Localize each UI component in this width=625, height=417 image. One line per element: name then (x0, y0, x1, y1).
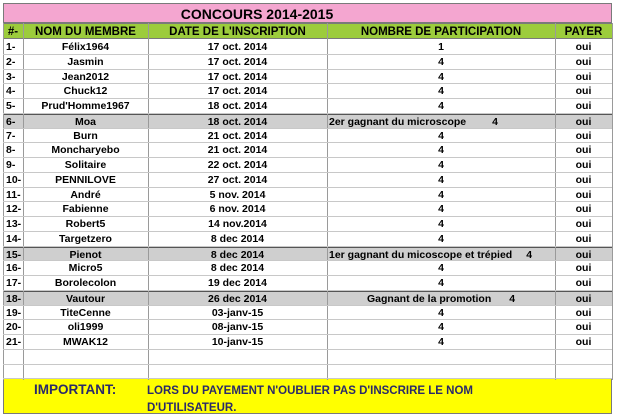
registration-date[interactable]: 18 oct. 2014 (207, 100, 268, 112)
table-row (3, 217, 612, 232)
row-number[interactable]: 12- (6, 203, 22, 216)
registration-date[interactable]: 17 oct. 2014 (207, 85, 268, 98)
participation-count[interactable]: 4 (438, 232, 444, 245)
participation-count[interactable]: 4 (438, 129, 444, 142)
payment-status[interactable]: oui (575, 321, 592, 334)
member-name[interactable]: Solitaire (64, 159, 107, 171)
header-num[interactable]: #- (7, 26, 19, 38)
payment-status[interactable]: oui (575, 292, 592, 305)
payment-status[interactable]: oui (575, 218, 592, 230)
participation-count[interactable]: 4 (438, 85, 444, 98)
grid-line (3, 187, 612, 188)
row-number[interactable]: 17- (6, 277, 22, 289)
table-row (3, 84, 612, 99)
grid-line (3, 305, 612, 306)
grid-line (3, 246, 612, 247)
row-number[interactable]: 6- (6, 115, 16, 128)
participation-value: 4 (509, 292, 516, 305)
header-row (3, 23, 612, 39)
registration-date[interactable]: 8 dec 2014 (210, 232, 265, 245)
payment-status[interactable]: oui (575, 262, 592, 275)
member-name[interactable]: MWAK12 (63, 336, 108, 348)
important-text[interactable]: LORS DU PAYEMENT N'OUBLIER PAS D'INSCRIRE LE NOM D'UTILISATEUR. (147, 385, 474, 414)
member-name[interactable]: Borolecolon (54, 277, 117, 289)
row-number[interactable]: 11- (6, 188, 21, 201)
member-name[interactable]: Félix1964 (61, 41, 110, 53)
member-name[interactable]: oli1999 (67, 321, 104, 334)
table-row (3, 99, 612, 114)
table-row (3, 173, 612, 188)
table-row (3, 129, 612, 144)
table-row (3, 247, 612, 262)
participation-count[interactable]: 4 (438, 55, 444, 68)
table-row (3, 276, 612, 291)
participation-count[interactable]: 4 (438, 218, 444, 230)
grid-line (3, 157, 612, 158)
grid-line (3, 54, 612, 55)
payment-status[interactable]: oui (575, 277, 592, 289)
registration-date[interactable]: 26 dec 2014 (208, 292, 267, 305)
registration-date[interactable]: 5 nov. 2014 (209, 188, 266, 201)
payment-status[interactable]: oui (575, 129, 592, 142)
member-name[interactable]: Prud'Homme1967 (41, 100, 130, 112)
row-number[interactable]: 18- (6, 292, 22, 305)
important-label[interactable]: IMPORTANT: (34, 382, 117, 397)
participation-value: 4 (526, 248, 533, 261)
row-number[interactable]: 3- (6, 70, 16, 83)
member-name[interactable]: Moa (75, 115, 96, 128)
member-name[interactable]: Pienot (69, 248, 102, 261)
table-row (3, 114, 612, 129)
member-name[interactable]: Moncharyebo (51, 144, 120, 157)
payment-status[interactable]: oui (575, 336, 592, 348)
grid-line (3, 201, 612, 202)
registration-date[interactable]: 8 dec 2014 (210, 248, 265, 261)
participation-count[interactable]: 4 (438, 100, 444, 112)
row-number[interactable]: 15- (6, 248, 22, 261)
registration-date[interactable]: 10-janv-15 (211, 336, 264, 348)
row-number[interactable]: 14- (6, 232, 22, 245)
row-number[interactable]: 10- (6, 173, 22, 186)
member-name[interactable]: Jean2012 (61, 70, 110, 83)
payment-status[interactable]: oui (575, 188, 592, 201)
payment-status[interactable]: oui (575, 159, 592, 171)
footer-notice (3, 378, 612, 414)
member-name[interactable]: André (70, 188, 101, 201)
participation-count[interactable]: 1 (438, 41, 444, 53)
registration-date[interactable]: 17 oct. 2014 (207, 41, 268, 53)
registration-date[interactable]: 14 nov.2014 (208, 218, 267, 230)
grid-line (3, 378, 612, 379)
payment-status[interactable]: oui (575, 41, 592, 53)
grid-line (3, 290, 612, 291)
participation-value: 4 (492, 115, 498, 128)
row-number[interactable]: 9- (6, 159, 16, 171)
grid-line (3, 113, 612, 114)
table-row (3, 320, 612, 335)
registration-date[interactable]: 19 dec 2014 (208, 277, 267, 289)
row-number[interactable]: 13- (6, 218, 22, 230)
grid-line (3, 349, 612, 350)
grid-line (3, 69, 612, 70)
registration-date[interactable]: 22 oct. 2014 (207, 159, 268, 171)
row-number[interactable]: 8- (6, 144, 16, 157)
sheet-title[interactable]: CONCOURS 2014-2015 (180, 6, 334, 22)
participation-count[interactable]: 4 (438, 262, 444, 275)
table-row (3, 40, 612, 55)
row-number[interactable]: 4- (6, 85, 16, 98)
registration-date[interactable]: 17 oct. 2014 (207, 55, 268, 68)
row-number[interactable]: 2- (6, 55, 16, 68)
grid-line (3, 319, 612, 320)
participation-count[interactable]: 4 (438, 70, 444, 83)
member-name[interactable]: PENNILOVE (55, 173, 116, 186)
table-row (3, 158, 612, 173)
grid-line (3, 231, 612, 232)
row-number[interactable]: 1- (6, 41, 16, 53)
member-name[interactable]: Fabienne (62, 203, 109, 216)
registration-date[interactable]: 21 oct. 2014 (207, 129, 268, 142)
registration-date[interactable]: 08-janv-15 (211, 321, 264, 334)
grid-line (3, 128, 612, 129)
grid-line (612, 23, 613, 380)
participation-count[interactable]: 4 (438, 336, 444, 348)
registration-date[interactable]: 27 oct. 2014 (207, 173, 268, 186)
table-row (3, 306, 612, 321)
participation-count[interactable]: 4 (438, 173, 444, 186)
payment-status[interactable]: oui (575, 306, 592, 319)
table-row (3, 261, 612, 276)
payment-status[interactable]: oui (575, 144, 592, 157)
winner-note: 2er gagnant du microscope (329, 115, 467, 128)
participation-count[interactable]: 4 (438, 277, 444, 289)
header-date[interactable]: DATE DE L'INSCRIPTION (169, 26, 306, 38)
member-name[interactable]: Vautour (65, 292, 106, 305)
payment-status[interactable]: oui (575, 232, 592, 245)
grid-line (3, 260, 612, 261)
table-row (3, 202, 612, 217)
registration-date[interactable]: 8 dec 2014 (210, 262, 265, 275)
table-row (3, 232, 612, 247)
member-name[interactable]: Micro5 (68, 262, 103, 275)
table-row (3, 143, 612, 158)
row-number[interactable]: 16- (6, 262, 22, 275)
registration-date[interactable]: 18 oct. 2014 (207, 115, 268, 128)
title-band (3, 3, 612, 23)
registration-date[interactable]: 21 oct. 2014 (207, 144, 268, 157)
row-number[interactable]: 21- (6, 336, 22, 348)
grid-line (3, 275, 612, 276)
row-number[interactable]: 7- (6, 129, 16, 142)
grid-line (3, 364, 612, 365)
payment-status[interactable]: oui (575, 173, 592, 186)
payment-status[interactable]: oui (575, 85, 592, 98)
payment-status[interactable]: oui (575, 70, 592, 83)
header-pay[interactable]: PAYER (564, 26, 603, 38)
row-number[interactable]: 20- (6, 321, 22, 334)
participation-count[interactable]: 4 (438, 188, 444, 201)
winner-note: 1er gagnant du micoscope et trépied (329, 248, 513, 261)
grid-line (3, 83, 612, 84)
participation-count[interactable]: 4 (438, 159, 444, 171)
registration-date[interactable]: 17 oct. 2014 (207, 70, 268, 83)
member-name[interactable]: TiteCenne (60, 306, 111, 319)
table-row (3, 70, 612, 85)
header-member[interactable]: NOM DU MEMBRE (35, 26, 136, 38)
table-row (3, 55, 612, 70)
participation-count[interactable]: 4 (438, 144, 444, 157)
member-name[interactable]: Chuck12 (63, 85, 108, 98)
table-row (3, 188, 612, 203)
grid-line (3, 142, 612, 143)
participation-count[interactable]: 4 (438, 306, 444, 319)
participation-count[interactable]: 4 (438, 321, 444, 334)
grid-line (3, 98, 612, 99)
payment-status[interactable]: oui (575, 55, 592, 68)
payment-status[interactable]: oui (575, 248, 592, 261)
payment-status[interactable]: oui (575, 203, 592, 216)
grid-line (3, 334, 612, 335)
payment-status[interactable]: oui (575, 115, 592, 128)
header-participation[interactable]: NOMBRE DE PARTICIPATION (360, 26, 522, 38)
participation-count[interactable]: 4 (438, 203, 444, 216)
row-number[interactable]: 5- (6, 100, 16, 112)
payment-status[interactable]: oui (575, 100, 592, 112)
registration-date[interactable]: 03-janv-15 (211, 306, 264, 319)
table-row (3, 335, 612, 350)
member-name[interactable]: Targetzero (59, 232, 112, 245)
member-name[interactable]: Jasmin (67, 55, 104, 68)
grid-line (3, 172, 612, 173)
member-name[interactable]: Robert5 (65, 218, 106, 230)
grid-line (3, 216, 612, 217)
registration-date[interactable]: 6 nov. 2014 (209, 203, 266, 216)
row-number[interactable]: 19- (6, 306, 22, 319)
table-row (3, 291, 612, 306)
winner-note: Gagnant de la promotion (367, 292, 492, 305)
member-name[interactable]: Burn (73, 129, 98, 142)
